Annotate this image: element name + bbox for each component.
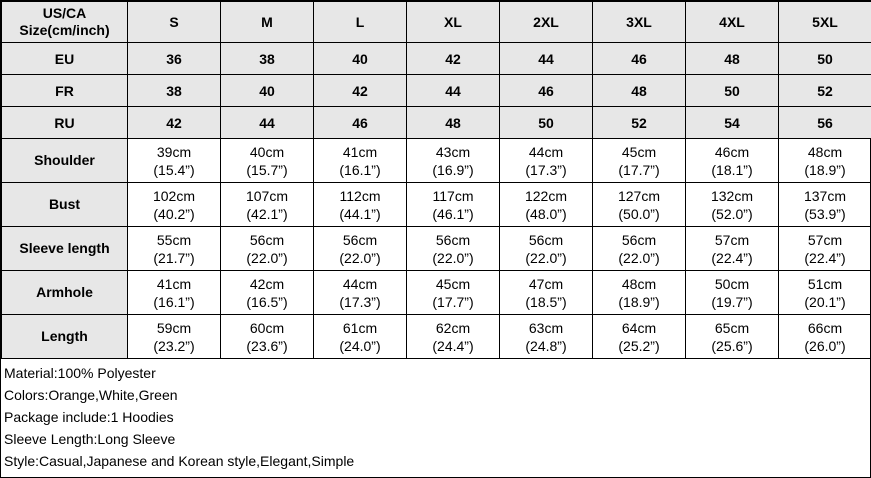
measurement-inch: (22.4”)	[711, 249, 753, 266]
measurement-cm: 40cm	[249, 143, 285, 160]
size-chart-table	[1, 1, 871, 359]
measurement-cell	[593, 183, 686, 227]
conversion-value-cell: 42	[128, 107, 221, 139]
measurement-inch: (22.0”)	[339, 249, 381, 266]
measurement-cm: 137cm	[803, 187, 847, 204]
measurement-inch: (46.1”)	[432, 205, 474, 222]
measurement-cell	[128, 315, 221, 359]
measurement-inch: (44.1”)	[339, 205, 381, 222]
conversion-value-cell: 38	[128, 75, 221, 107]
measurement-cm: 57cm	[807, 231, 843, 248]
measurement-cell	[314, 227, 407, 271]
size-header-cell: 3XL	[593, 2, 686, 43]
measurement-inch: (20.1”)	[804, 293, 846, 310]
measurement-row-label: Bust	[2, 183, 128, 227]
measurement-cm: 42cm	[249, 275, 285, 292]
measurement-inch: (25.2”)	[618, 337, 660, 354]
measurement-cm: 65cm	[714, 319, 750, 336]
measurement-inch: (22.0”)	[525, 249, 567, 266]
measurement-cell	[221, 227, 314, 271]
conversion-value-cell: 46	[500, 75, 593, 107]
measurement-cm: 51cm	[807, 275, 843, 292]
measurement-cell	[779, 315, 871, 359]
measurement-cell	[686, 271, 779, 315]
measurement-cm: 41cm	[156, 275, 192, 292]
measurement-cm: 62cm	[435, 319, 471, 336]
measurement-cell	[779, 139, 871, 183]
conversion-value-cell: 46	[314, 107, 407, 139]
measurement-cm: 60cm	[249, 319, 285, 336]
measurement-cm: 57cm	[714, 231, 750, 248]
corner-label-us-ca: US/CA	[42, 5, 87, 21]
size-header-cell: M	[221, 2, 314, 43]
measurement-row	[2, 271, 871, 315]
corner-header-cell	[2, 2, 128, 43]
measurement-cm: 56cm	[435, 231, 471, 248]
measurement-cell	[128, 271, 221, 315]
measurement-cm: 56cm	[342, 231, 378, 248]
note-material: Material:100% Polyester	[4, 365, 156, 381]
measurement-cell	[686, 315, 779, 359]
measurement-cell	[593, 271, 686, 315]
conversion-value-cell: 50	[500, 107, 593, 139]
measurement-cm: 64cm	[621, 319, 657, 336]
measurement-cell	[686, 183, 779, 227]
measurement-inch: (16.1”)	[339, 161, 381, 178]
measurement-inch: (18.5”)	[525, 293, 567, 310]
conversion-value-cell: 50	[686, 75, 779, 107]
measurement-cell	[779, 183, 871, 227]
measurement-cell	[686, 139, 779, 183]
measurement-cell	[128, 139, 221, 183]
measurement-inch: (40.2”)	[153, 205, 195, 222]
conversion-row-fr	[2, 75, 871, 107]
measurement-cell	[314, 183, 407, 227]
measurement-inch: (25.6”)	[711, 337, 753, 354]
measurement-cell	[314, 315, 407, 359]
conversion-value-cell: 48	[686, 43, 779, 75]
measurement-cm: 102cm	[152, 187, 196, 204]
measurement-cell	[221, 271, 314, 315]
conversion-value-cell: 40	[314, 43, 407, 75]
measurement-inch: (22.4”)	[804, 249, 846, 266]
measurement-inch: (26.0”)	[804, 337, 846, 354]
conversion-value-cell: 42	[407, 43, 500, 75]
conversion-row-ru	[2, 107, 871, 139]
conversion-value-cell: 48	[407, 107, 500, 139]
measurement-cell	[221, 139, 314, 183]
measurement-inch: (17.3”)	[525, 161, 567, 178]
conversion-value-cell: 46	[593, 43, 686, 75]
measurement-cell	[221, 183, 314, 227]
measurement-cell	[686, 227, 779, 271]
size-header-cell: 5XL	[779, 2, 871, 43]
measurement-inch: (23.6”)	[246, 337, 288, 354]
measurement-cell	[593, 227, 686, 271]
measurement-inch: (17.3”)	[339, 293, 381, 310]
measurement-cm: 117cm	[432, 187, 474, 204]
measurement-cell	[779, 271, 871, 315]
measurement-inch: (18.9”)	[804, 161, 846, 178]
measurement-cm: 112cm	[339, 187, 381, 204]
measurement-inch: (48.0”)	[525, 205, 567, 222]
note-sleeve-length: Sleeve Length:Long Sleeve	[4, 431, 176, 447]
measurement-cell	[779, 227, 871, 271]
measurement-inch: (15.4”)	[153, 161, 195, 178]
measurement-cm: 50cm	[714, 275, 750, 292]
measurement-cell	[500, 139, 593, 183]
measurement-cm: 46cm	[714, 143, 750, 160]
measurement-cell	[314, 139, 407, 183]
conversion-value-cell: 38	[221, 43, 314, 75]
measurement-inch: (24.8”)	[525, 337, 567, 354]
conversion-value-cell: 48	[593, 75, 686, 107]
measurement-row-label: Armhole	[2, 271, 128, 315]
measurement-cell	[128, 227, 221, 271]
conversion-value-cell: 44	[221, 107, 314, 139]
measurement-inch: (17.7”)	[618, 161, 660, 178]
measurement-inch: (52.0”)	[711, 205, 753, 222]
measurement-inch: (16.9”)	[432, 161, 474, 178]
measurement-cm: 107cm	[245, 187, 289, 204]
measurement-row	[2, 315, 871, 359]
measurement-inch: (22.0”)	[618, 249, 660, 266]
size-header-cell: 2XL	[500, 2, 593, 43]
measurement-cm: 45cm	[435, 275, 471, 292]
measurement-inch: (15.7”)	[246, 161, 288, 178]
measurement-row-label: Shoulder	[2, 139, 128, 183]
size-header-cell: S	[128, 2, 221, 43]
measurement-inch: (53.9”)	[804, 205, 846, 222]
measurement-cm: 56cm	[249, 231, 285, 248]
measurement-cm: 122cm	[524, 187, 568, 204]
measurement-cell	[593, 315, 686, 359]
conversion-value-cell: 52	[779, 75, 871, 107]
measurement-inch: (16.5”)	[246, 293, 288, 310]
measurement-row	[2, 227, 871, 271]
conversion-value-cell: 36	[128, 43, 221, 75]
measurement-cm: 48cm	[807, 143, 843, 160]
measurement-row-label: Length	[2, 315, 128, 359]
measurement-inch: (16.1”)	[153, 293, 195, 310]
measurement-inch: (18.9”)	[618, 293, 660, 310]
size-header-row	[2, 2, 871, 43]
measurement-cm: 41cm	[342, 143, 378, 160]
measurement-row-label: Sleeve length	[2, 227, 128, 271]
measurement-inch: (19.7”)	[711, 293, 753, 310]
note-package: Package include:1 Hoodies	[4, 409, 174, 425]
measurement-inch: (21.7”)	[153, 249, 195, 266]
size-header-cell: 4XL	[686, 2, 779, 43]
measurement-cell	[407, 183, 500, 227]
conversion-row-label: FR	[2, 75, 128, 107]
size-header-cell: XL	[407, 2, 500, 43]
measurement-inch: (23.2”)	[153, 337, 195, 354]
measurement-cm: 56cm	[621, 231, 657, 248]
measurement-cell	[128, 183, 221, 227]
measurement-cell	[314, 271, 407, 315]
measurement-cm: 63cm	[528, 319, 564, 336]
measurement-cell	[407, 139, 500, 183]
measurement-cell	[407, 315, 500, 359]
conversion-row-eu	[2, 43, 871, 75]
conversion-value-cell: 44	[500, 43, 593, 75]
measurement-cm: 44cm	[528, 143, 564, 160]
measurement-cell	[593, 139, 686, 183]
conversion-value-cell: 54	[686, 107, 779, 139]
measurement-cm: 56cm	[528, 231, 564, 248]
conversion-row-label: EU	[2, 43, 128, 75]
note-colors: Colors:Orange,White,Green	[4, 387, 178, 403]
conversion-value-cell: 44	[407, 75, 500, 107]
measurement-inch: (22.0”)	[246, 249, 288, 266]
measurement-cell	[500, 315, 593, 359]
conversion-value-cell: 40	[221, 75, 314, 107]
measurement-cell	[407, 271, 500, 315]
measurement-cm: 66cm	[807, 319, 843, 336]
conversion-value-cell: 50	[779, 43, 871, 75]
measurement-cm: 45cm	[621, 143, 657, 160]
measurement-inch: (24.0”)	[339, 337, 381, 354]
measurement-cell	[500, 227, 593, 271]
note-style: Style:Casual,Japanese and Korean style,Elegant,Simple	[4, 453, 355, 469]
corner-label-size-unit: Size(cm/inch)	[19, 22, 110, 38]
measurement-inch: (42.1”)	[246, 205, 288, 222]
measurement-cm: 59cm	[156, 319, 192, 336]
measurement-inch: (22.0”)	[432, 249, 474, 266]
measurement-cm: 127cm	[617, 187, 661, 204]
measurement-inch: (18.1”)	[711, 161, 753, 178]
measurement-cm: 61cm	[342, 319, 378, 336]
measurement-cell	[221, 315, 314, 359]
measurement-cell	[500, 183, 593, 227]
measurement-inch: (50.0”)	[618, 205, 660, 222]
measurement-cm: 47cm	[528, 275, 564, 292]
measurement-inch: (24.4”)	[432, 337, 474, 354]
measurement-cell	[407, 227, 500, 271]
measurement-cm: 43cm	[435, 143, 471, 160]
measurement-cm: 55cm	[156, 231, 192, 248]
conversion-value-cell: 52	[593, 107, 686, 139]
conversion-value-cell: 42	[314, 75, 407, 107]
conversion-row-label: RU	[2, 107, 128, 139]
measurement-row	[2, 183, 871, 227]
measurement-cm: 44cm	[342, 275, 378, 292]
measurement-cm: 39cm	[156, 143, 192, 160]
measurement-cm: 132cm	[710, 187, 754, 204]
measurement-cm: 48cm	[621, 275, 657, 292]
conversion-value-cell: 56	[779, 107, 871, 139]
measurement-row	[2, 139, 871, 183]
measurement-cell	[500, 271, 593, 315]
product-notes	[1, 359, 870, 472]
size-header-cell: L	[314, 2, 407, 43]
measurement-inch: (17.7”)	[432, 293, 474, 310]
